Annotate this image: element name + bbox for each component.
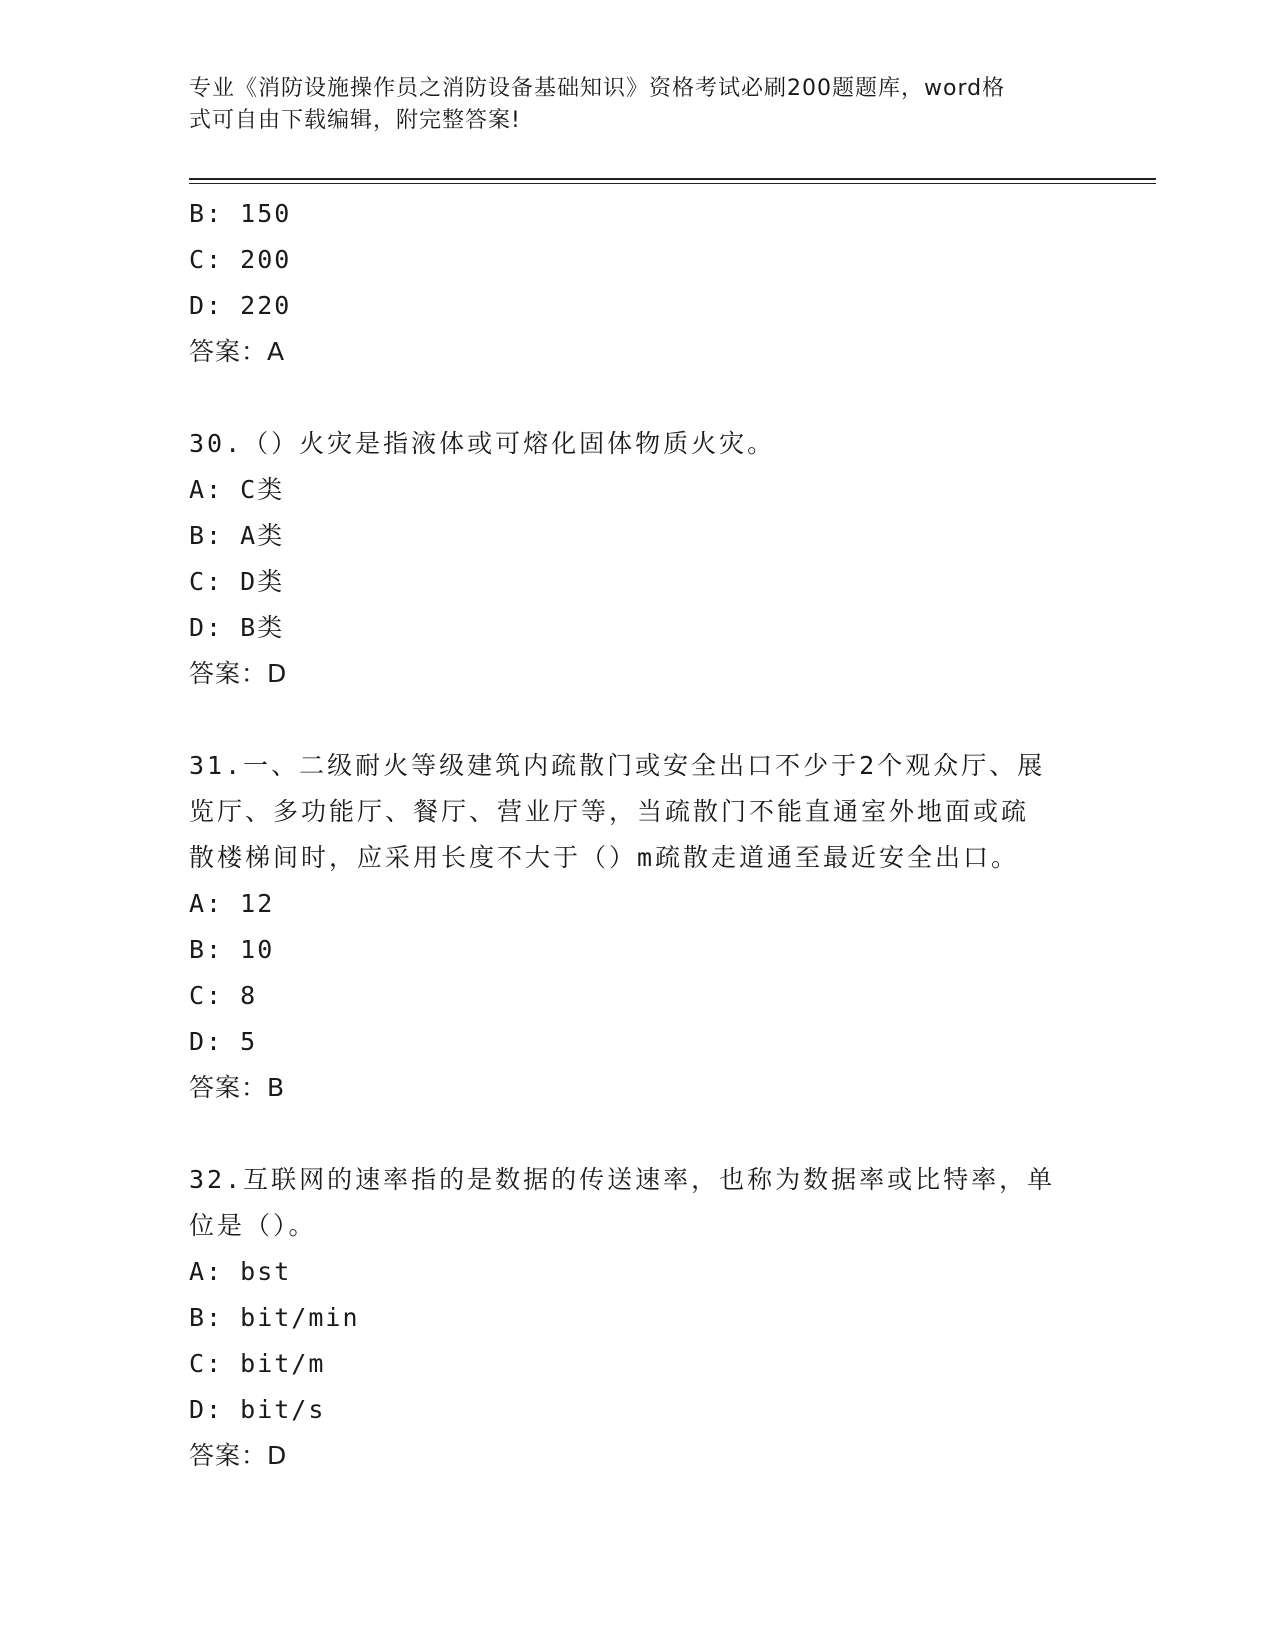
option-b: B: bit/min [189, 1303, 360, 1332]
question-30 [189, 421, 1089, 697]
answer-line: 答案：B [189, 1073, 286, 1102]
option-c: C: 8 [189, 981, 258, 1010]
question-32 [189, 1157, 1089, 1479]
question-text: 览厅、多功能厅、餐厅、营业厅等，当疏散门不能直通室外地面或疏 [189, 797, 1030, 826]
option-b: B: A类 [189, 521, 285, 550]
question-list [189, 191, 1089, 1479]
spacer [189, 697, 1089, 743]
question-text: 位是（）。 [189, 1211, 317, 1240]
option-d: D: B类 [189, 613, 285, 642]
spacer [189, 1111, 1089, 1157]
header-line-2: 式可自由下载编辑，附完整答案! [189, 108, 521, 133]
header-divider-thin [189, 183, 1156, 184]
answer-line: 答案：A [189, 337, 286, 366]
option-a: A: 12 [189, 889, 275, 918]
option-c: C: 200 [189, 245, 292, 274]
question-text: 32.互联网的速率指的是数据的传送速率，也称为数据率或比特率，单 [189, 1165, 1056, 1194]
question-text: 30.（）火灾是指液体或可熔化固体物质火灾。 [189, 429, 776, 458]
option-b: B: 10 [189, 935, 275, 964]
option-d: D: bit/s [189, 1395, 326, 1424]
option-c: C: bit/m [189, 1349, 326, 1378]
question-text: 散楼梯间时，应采用长度不大于（）m疏散走道通至最近安全出口。 [189, 843, 1020, 872]
option-d: D: 5 [189, 1027, 258, 1056]
option-a: A: C类 [189, 475, 285, 504]
answer-line: 答案：D [189, 659, 288, 688]
question-31 [189, 743, 1089, 1111]
option-a: A: bst [189, 1257, 292, 1286]
option-b: B: 150 [189, 199, 292, 228]
document-header [189, 73, 1089, 137]
answer-line: 答案：D [189, 1441, 288, 1470]
option-d: D: 220 [189, 291, 292, 320]
question-text: 31.一、二级耐火等级建筑内疏散门或安全出口不少于2个观众厅、展 [189, 751, 1046, 780]
header-divider-thick [189, 178, 1156, 180]
header-line-1: 专业《消防设施操作员之消防设备基础知识》资格考试必刷200题题库，word格 [189, 76, 1006, 101]
carryover-question [189, 191, 1089, 375]
spacer [189, 375, 1089, 421]
option-c: C: D类 [189, 567, 285, 596]
